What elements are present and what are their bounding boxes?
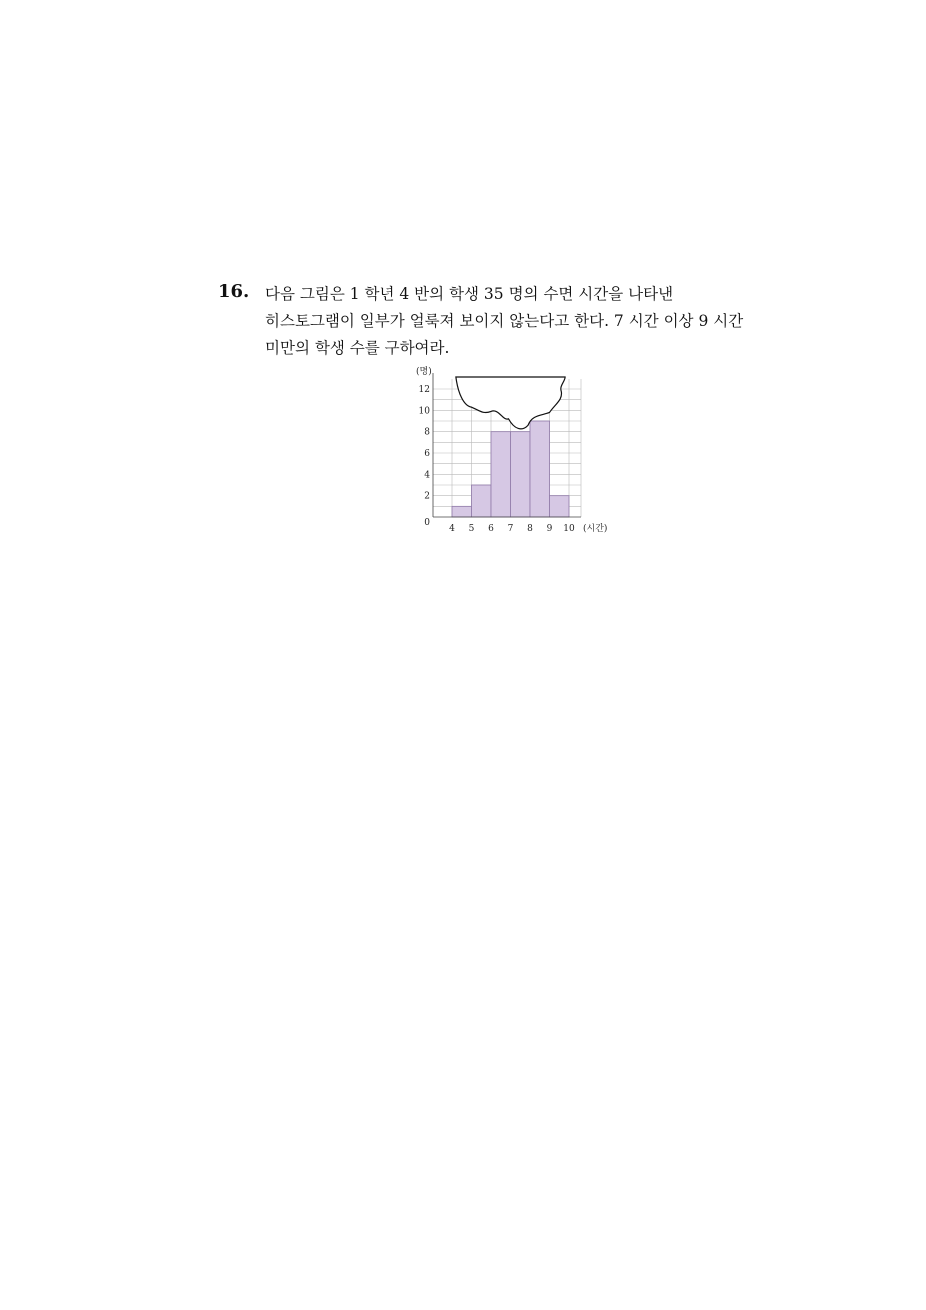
y-tick-label: 6 xyxy=(424,449,430,459)
histogram-bar xyxy=(550,496,570,517)
x-tick-label: 8 xyxy=(527,524,533,534)
y-tick-label: 0 xyxy=(424,518,430,528)
histogram-bar xyxy=(511,432,531,517)
question-line: 미만의 학생 수를 구하여라. xyxy=(265,339,450,357)
x-tick-label: 9 xyxy=(546,524,553,534)
bars xyxy=(452,421,569,517)
histogram-bar xyxy=(491,432,511,517)
histogram-bar xyxy=(530,421,550,517)
question-number: 16. xyxy=(218,281,250,302)
x-tick-label: 5 xyxy=(468,524,475,534)
y-axis-label: (명) xyxy=(416,367,432,377)
y-tick-label: 4 xyxy=(424,470,430,481)
y-tick-label: 8 xyxy=(424,427,430,438)
histogram-bar xyxy=(452,506,472,517)
y-tick-label: 10 xyxy=(418,406,430,417)
histogram-bar xyxy=(472,485,492,517)
x-axis-label: (시간) xyxy=(583,524,608,534)
x-tick-label: 6 xyxy=(488,524,494,534)
x-tick-label: 10 xyxy=(563,524,575,534)
question-line: 다음 그림은 1 학년 4 반의 학생 35 명의 수면 시간을 나타낸 xyxy=(265,285,674,303)
histogram-chart xyxy=(405,362,615,542)
x-tick-label: 7 xyxy=(507,524,514,534)
question-line: 히스토그램이 일부가 얼룩져 보이지 않는다고 한다. 7 시간 이상 9 시간 xyxy=(265,312,744,330)
y-tick-label: 12 xyxy=(418,385,430,395)
question-text xyxy=(265,281,785,362)
y-tick-label: 2 xyxy=(424,491,430,502)
x-tick-label: 4 xyxy=(449,524,455,534)
